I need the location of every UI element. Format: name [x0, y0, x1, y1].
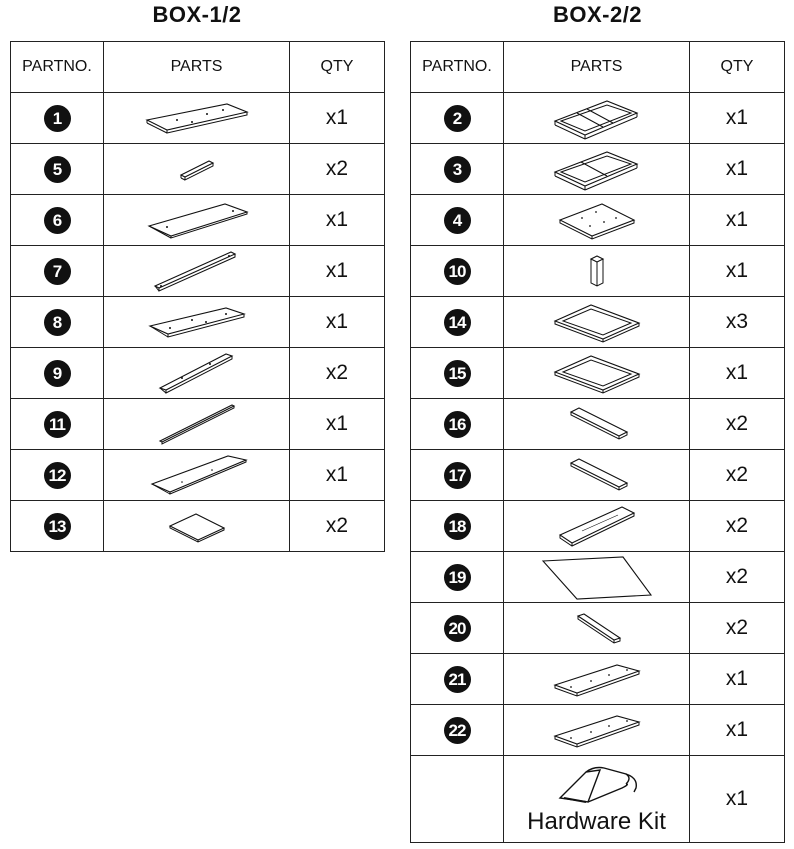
part-number-badge: 11: [44, 411, 71, 438]
quantity: x1: [725, 361, 749, 384]
part-number-badge: 3: [444, 156, 471, 183]
quantity: x2: [725, 412, 749, 435]
table-row: [11, 450, 385, 501]
short-board-icon: [557, 453, 637, 497]
quantity: x1: [725, 259, 749, 282]
quantity: x2: [725, 565, 749, 588]
part-number-badge: 18: [444, 513, 471, 540]
part-number-badge: 19: [444, 564, 471, 591]
partno-header: PARTNO.: [11, 42, 104, 93]
part-number-badge: 16: [444, 411, 471, 438]
small-slat-icon: [167, 151, 227, 187]
table-row: [411, 552, 785, 603]
header-row: [411, 42, 785, 93]
part-number-badge: 5: [44, 156, 71, 183]
table-row: [11, 246, 385, 297]
rail-with-holes-icon: [547, 657, 647, 701]
box-1-title: BOX-1/2: [152, 2, 242, 27]
drawer-tray-icon: [547, 350, 647, 396]
table-row: [411, 195, 785, 246]
quantity: x1: [325, 106, 349, 129]
table-row: [411, 603, 785, 654]
perforated-panel-icon: [552, 198, 642, 242]
hardware-kit-label: Hardware Kit: [527, 808, 666, 835]
part-number-badge: 17: [444, 462, 471, 489]
header-row: [11, 42, 385, 93]
quantity: x1: [725, 718, 749, 741]
hardware-bag-icon: [552, 762, 642, 810]
part-number-badge: 14: [444, 309, 471, 336]
small-slat-icon: [562, 608, 632, 648]
part-number-badge: 15: [444, 360, 471, 387]
table-row: [411, 297, 785, 348]
part-number-badge: 20: [444, 615, 471, 642]
table-row: [411, 399, 785, 450]
quantity: x1: [725, 667, 749, 690]
part-number-badge: 22: [444, 717, 471, 744]
part-number-badge: 9: [44, 360, 71, 387]
drawer-tray-icon: [547, 299, 647, 345]
partno-header: PARTNO.: [411, 42, 504, 93]
quantity: x2: [725, 463, 749, 486]
table-row: [11, 348, 385, 399]
parts-header: PARTS: [104, 42, 290, 93]
part-number-badge: 4: [444, 207, 471, 234]
leg-post-icon: [582, 251, 612, 291]
frame-assembly-icon: [547, 95, 647, 141]
quantity: x2: [725, 616, 749, 639]
quantity: x1: [325, 310, 349, 333]
flat-panel-icon: [137, 198, 257, 242]
qty-header: QTY: [290, 42, 385, 93]
quantity: x3: [725, 310, 749, 333]
quantity: x1: [725, 157, 749, 180]
box-2-title: BOX-2/2: [552, 2, 643, 27]
part-number-badge: 10: [444, 258, 471, 285]
table-row: [411, 144, 785, 195]
small-square-board-icon: [162, 506, 232, 546]
qty-header: QTY: [690, 42, 785, 93]
box-1-parts-table: [10, 41, 385, 552]
short-board-icon: [557, 402, 637, 446]
quantity: x1: [325, 259, 349, 282]
quantity: x2: [325, 514, 349, 537]
parts-header: PARTS: [504, 42, 690, 93]
glass-sheet-icon: [537, 553, 657, 601]
panel-with-holes-icon: [142, 302, 252, 342]
table-row: [411, 705, 785, 756]
quantity: x1: [325, 412, 349, 435]
table-row: [11, 93, 385, 144]
frame-assembly-icon: [547, 146, 647, 192]
rail-with-holes-icon: [547, 708, 647, 752]
box-2-parts-table: [410, 41, 785, 843]
thin-rod-icon: [152, 401, 242, 447]
slotted-rail-icon: [152, 350, 242, 396]
part-number-badge: 1: [44, 105, 71, 132]
long-shelf-board-icon: [552, 503, 642, 549]
empty-partno-cell: [411, 756, 504, 843]
quantity: x1: [725, 208, 749, 231]
table-row: [411, 93, 785, 144]
table-row: [411, 246, 785, 297]
table-row: [11, 144, 385, 195]
narrow-rail-icon: [147, 248, 247, 294]
table-row: [11, 297, 385, 348]
part-number-badge: 2: [444, 105, 471, 132]
table-row: [11, 195, 385, 246]
quantity: x1: [725, 106, 749, 129]
quantity: x1: [325, 208, 349, 231]
hardware-kit-row: [411, 756, 785, 843]
part-number-badge: 21: [444, 666, 471, 693]
part-number-badge: 8: [44, 309, 71, 336]
quantity: x2: [325, 361, 349, 384]
part-number-badge: 13: [44, 513, 71, 540]
table-row: [411, 501, 785, 552]
quantity: x1: [325, 463, 349, 486]
table-row: [411, 654, 785, 705]
table-row: [11, 501, 385, 552]
table-row: [11, 399, 385, 450]
long-board-icon: [142, 452, 252, 498]
quantity: x2: [725, 514, 749, 537]
quantity: x2: [325, 157, 349, 180]
part-number-badge: 6: [44, 207, 71, 234]
quantity: x1: [725, 787, 749, 810]
part-number-badge: 12: [44, 462, 71, 489]
table-row: [411, 348, 785, 399]
table-row: [411, 450, 785, 501]
long-panel-with-holes-icon: [137, 98, 257, 138]
part-number-badge: 7: [44, 258, 71, 285]
